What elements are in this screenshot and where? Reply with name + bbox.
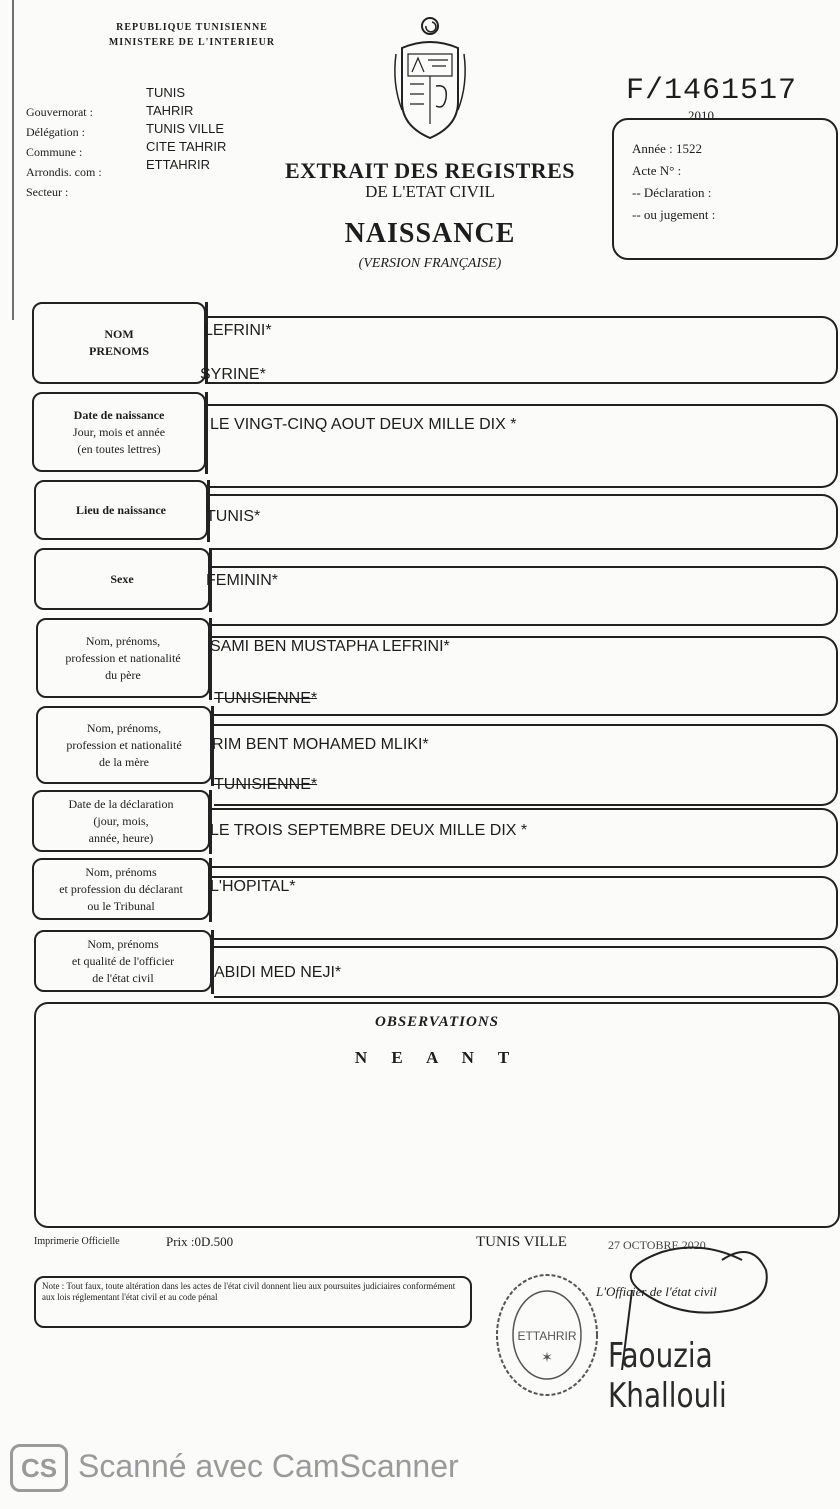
svg-text:✶: ✶ <box>541 1349 553 1365</box>
label-mere <box>36 706 212 784</box>
serial-year: 2010 <box>688 108 714 123</box>
value-sexe: FEMININ* <box>206 572 278 589</box>
admin-labels <box>26 102 102 202</box>
label-declaration-line2: (jour, mois, <box>93 813 149 828</box>
value-delegation: TAHRIR <box>146 103 194 118</box>
legal-note: Note : Tout faux, toute altération dans les actes de l'état civil donnent lieu aux poursuites judiciaires conformément aux lois réglementant l'état civil et au code pénal <box>34 1276 472 1328</box>
officer-title: L'Officier de l'état civil <box>596 1284 717 1299</box>
record-type-title: NAISSANCE <box>344 218 516 249</box>
label-mere-line2: profession et nationalité <box>66 737 182 752</box>
label-date-naissance-title: Date de naissance <box>73 407 165 422</box>
document-title: EXTRAIT DES REGISTRES <box>284 158 576 183</box>
acte-jugement: -- ou jugement : <box>632 207 716 222</box>
document-subtitle: DE L'ETAT CIVIL <box>365 182 495 201</box>
issue-date: 27 OCTOBRE 2020 <box>608 1238 706 1252</box>
coat-of-arms-icon <box>388 14 472 144</box>
value-box-declarant <box>212 876 838 940</box>
issue-place: TUNIS VILLE <box>476 1234 567 1250</box>
label-officier-line3: de l'état civil <box>92 970 154 985</box>
acte-declaration: -- Déclaration : <box>632 185 712 200</box>
value-date-declaration: LE TROIS SEPTEMBRE DEUX MILLE DIX * <box>210 822 528 839</box>
label-officier-line2: et qualité de l'officier <box>71 953 175 968</box>
value-secteur: ETTAHRIR <box>146 157 211 172</box>
label-mere-line1: Nom, prénoms, <box>86 720 162 735</box>
label-pere-line3: du père <box>105 667 141 682</box>
label-delegation: Délégation : <box>26 125 85 139</box>
value-commune: TUNIS VILLE <box>146 121 225 136</box>
observations-title: OBSERVATIONS <box>375 1014 499 1030</box>
price-label: Prix :0D.500 <box>166 1234 234 1249</box>
scanner-text: Scanné avec CamScanner <box>78 1448 459 1484</box>
label-gouvernorat: Gouvernorat : <box>26 105 93 119</box>
value-box-sexe <box>212 566 838 626</box>
label-officier-line1: Nom, prénoms <box>87 936 159 951</box>
label-declarant-line3: ou le Tribunal <box>87 898 155 913</box>
label-declarant-line1: Nom, prénoms <box>85 864 157 879</box>
label-secteur: Secteur : <box>26 185 69 199</box>
label-declaration-line3: année, heure) <box>88 830 154 845</box>
acte-details <box>632 138 715 226</box>
republic-text: REPUBLIQUE TUNISIENNE <box>116 22 268 33</box>
observations-value: N E A N T <box>354 1048 520 1067</box>
value-box-nom <box>208 316 838 384</box>
imprimerie-label: Imprimerie Officielle <box>34 1236 120 1247</box>
label-lieu-text: Lieu de naissance <box>75 502 166 517</box>
label-declarant-line2: et profession du déclarant <box>59 881 183 896</box>
label-nom-prenoms <box>32 302 206 384</box>
label-pere-line1: Nom, prénoms, <box>85 633 161 648</box>
label-sexe <box>34 548 210 610</box>
value-prenoms: SYRINE* <box>200 366 266 383</box>
camscanner-logo-icon: CS <box>10 1444 68 1492</box>
label-date-naissance <box>32 392 206 472</box>
header-authority <box>72 20 312 50</box>
label-mere-line3: de la mère <box>99 754 149 769</box>
value-arrondissement: CITE TAHRIR <box>146 139 227 154</box>
label-date-declaration <box>32 790 210 852</box>
label-officier <box>34 930 212 992</box>
label-declaration-line1: Date de la déclaration <box>68 796 174 811</box>
label-date-naissance-sub2: (en toutes lettres) <box>77 441 161 456</box>
label-pere-line2: profession et nationalité <box>65 650 181 665</box>
value-mere-name: RIM BENT MOHAMED MLIKI* <box>212 736 429 753</box>
version-label: (VERSION FRANÇAISE) <box>358 256 502 271</box>
official-stamp-icon <box>492 1270 602 1400</box>
stamp-text: ETTAHRIR <box>517 1329 577 1343</box>
label-prenoms: PRENOMS <box>89 344 149 358</box>
value-nom: LEFRINI* <box>204 322 272 339</box>
serial-number: F/1461517 <box>626 74 798 108</box>
page-edge <box>12 0 14 320</box>
value-date-naissance: LE VINGT-CINQ AOUT DEUX MILLE DIX * <box>210 416 517 433</box>
label-lieu-naissance <box>34 480 208 540</box>
label-commune: Commune : <box>26 145 83 159</box>
label-declarant <box>32 858 210 920</box>
label-arrondissement: Arrondis. com : <box>26 165 102 179</box>
label-sexe-text: Sexe <box>110 571 134 586</box>
observations-box <box>34 1002 840 1228</box>
label-pere <box>36 618 210 698</box>
label-date-naissance-sub1: Jour, mois et année <box>72 424 166 439</box>
ministry-text: MINISTERE DE L'INTERIEUR <box>108 37 276 48</box>
value-pere-name: SAMI BEN MUSTAPHA LEFRINI* <box>210 638 450 655</box>
acte-annee: Année : 1522 <box>632 141 703 156</box>
label-nom: NOM <box>104 327 134 341</box>
value-lieu: TUNIS* <box>206 508 261 525</box>
value-box-lieu <box>210 494 838 550</box>
value-mere-nationality: TUNISIENNE* <box>214 776 318 793</box>
admin-values <box>146 84 226 174</box>
value-gouvernorat: TUNIS <box>146 85 185 100</box>
signer-name: Faouzia Khallouli <box>608 1336 727 1416</box>
value-pere-nationality: TUNISIENNE* <box>214 690 318 707</box>
value-officier: ABIDI MED NEJI* <box>214 964 342 981</box>
value-declarant: L'HOPITAL* <box>210 878 296 895</box>
acte-number: Acte N° : <box>632 163 682 178</box>
